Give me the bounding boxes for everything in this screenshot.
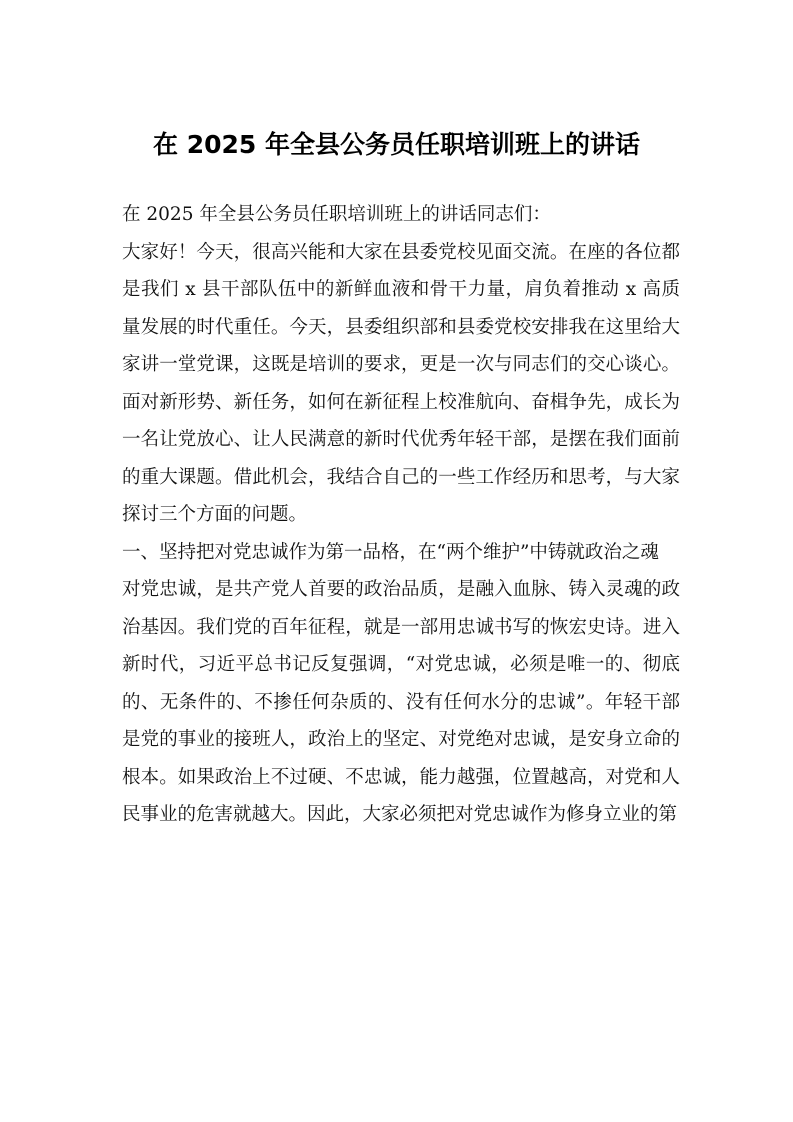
document-body — [122, 196, 680, 834]
section-paragraph: 对党忠诚，是共产党人首要的政治品质，是融入血脉、铸入灵魂的政治基因。我们党的百年征程，就是一部用忠诚书写的恢宏史诗。进入新时代，习近平总书记反复强调，“对党忠诚，必须是唯一的、彻底的、无条件的、不掺任何杂质的、没有任何水分的忠诚”。年轻干部是党的事业的接班人，政治上的坚定、对党绝对忠诚，是安身立命的根本。如果政治上不过硬、不忠诚，能力越强，位置越高，对党和人民事业的危害就越大。因此，大家必须把对党忠诚作为修身立业的第 — [122, 579, 680, 825]
document-title: 在 2025 年全县公务员任职培训班上的讲话 — [153, 130, 640, 159]
greeting-paragraph: 在 2025 年全县公务员任职培训班上的讲话同志们： — [122, 204, 551, 225]
section-heading: 一、坚持把对党忠诚作为第一品格，在“两个维护”中铸就政治之魂 — [122, 541, 659, 563]
opening-paragraph: 大家好！今天，很高兴能和大家在县委党校见面交流。在座的各位都是我们 x 县干部队伍中的新鲜血液和骨干力量，肩负着推动 x 高质量发展的时代重任。今天，县委组织部和县委党校安排我在这里给大家讲一堂党课，这既是培训的要求，更是一次与同志们的交心谈心。面对新形势、新任务，如何在新征程上校准航向、奋楫争先，成长为一名让党放心、让人民满意的新时代优秀年轻干部，是摆在我们面前的重大课题。借此机会，我结合自己的一些工作经历和思考，与大家探讨三个方面的问题。 — [122, 241, 680, 525]
